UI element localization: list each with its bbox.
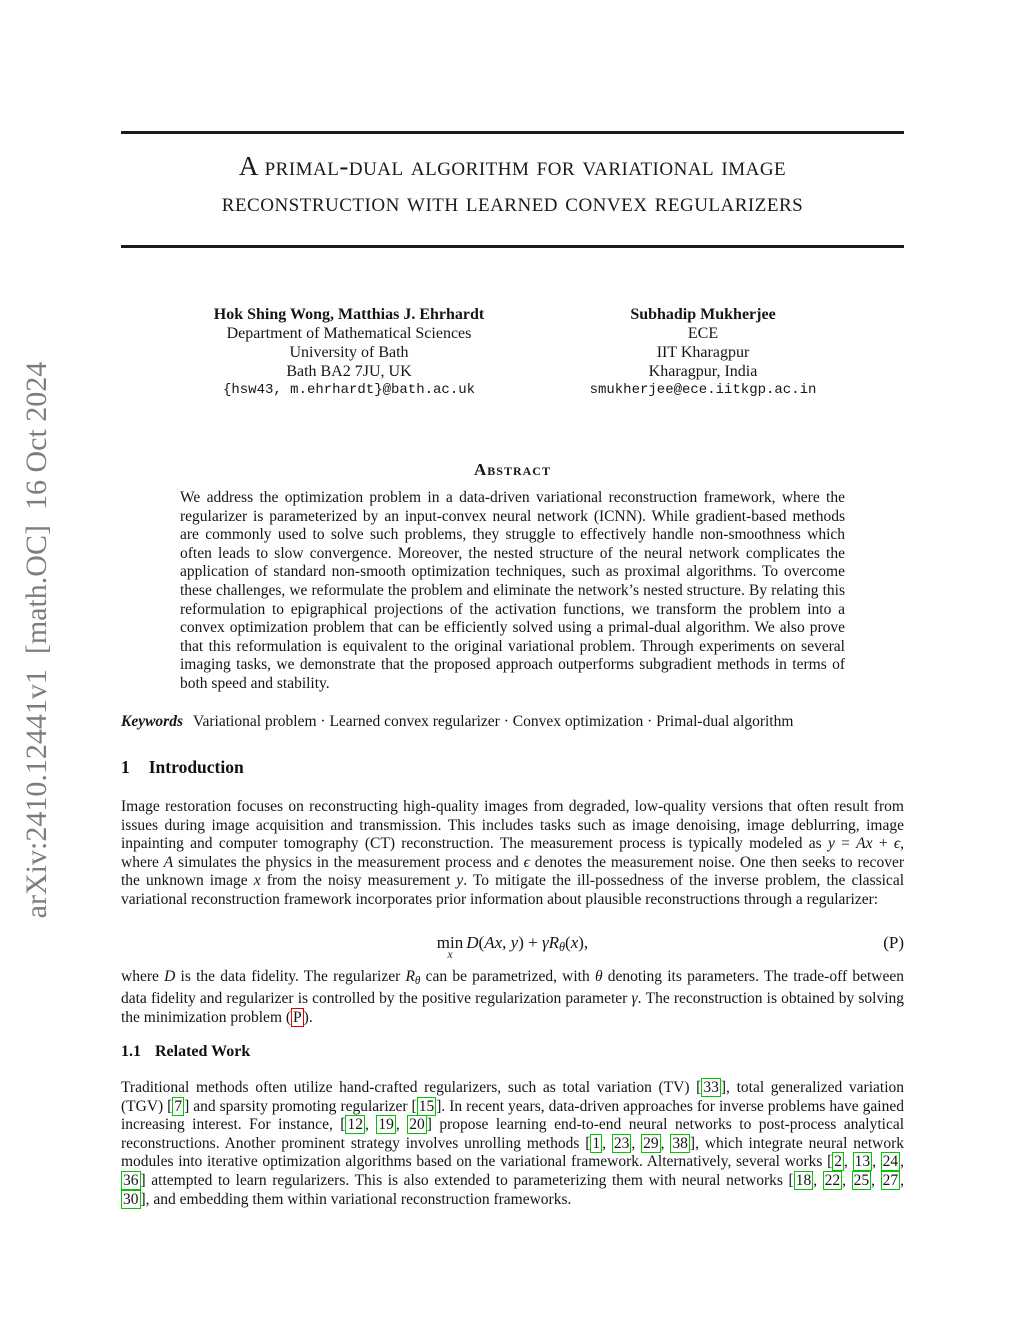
author-left-email-link[interactable]: {hsw43, m.ehrhardt}@bath.ac.uk (222, 382, 476, 398)
citation-link[interactable]: 25 (853, 1171, 870, 1189)
section-title: Related Work (155, 1043, 251, 1060)
author-right-email-link[interactable]: smukherjee@ece.iitkgp.ac.in (589, 382, 817, 398)
citation-link[interactable]: 19 (378, 1116, 394, 1134)
keywords-text: Variational problem · Learned convex regularizer · Convex optimization · Primal-dual algorithm (193, 713, 794, 730)
author-left-name: Hok Shing Wong, Matthias J. Ehrhardt (213, 306, 485, 323)
text-run: A (163, 853, 174, 871)
text-run: θ (559, 940, 566, 955)
citation-link[interactable]: 18 (795, 1171, 812, 1189)
min-operator (436, 933, 464, 961)
text-run: ] propose learning end-to-end neural networks to post-process analytical reconstructions. Another prominent strategy involves unrolling methods [ (121, 1116, 905, 1152)
citation-link[interactable]: 12 (347, 1116, 363, 1134)
text-run: , (502, 933, 511, 952)
citation-link[interactable]: 13 (854, 1153, 871, 1171)
text-run: , (842, 1171, 852, 1189)
text-run: γR (541, 933, 560, 952)
title-rule-bottom (121, 245, 904, 248)
citation-link[interactable]: 22 (824, 1171, 841, 1189)
arxiv-sidebar-label: arXiv:2410.12441v1 [math.OC] 16 Oct 2024 (20, 361, 53, 919)
paper-title-line2: reconstruction with learned convex regularizers (221, 187, 804, 217)
section-heading-introduction (121, 757, 244, 778)
text-run: ( (478, 933, 485, 952)
paper-title-line1: A primal-dual algorithm for variational image (238, 151, 787, 181)
text-run: , (900, 1153, 905, 1171)
text-run: ] attempted to learn regularizers. This is also extended to parameterizing them with neural networks [ (140, 1171, 794, 1189)
section-number: 1 (121, 757, 130, 777)
author-right-affiliation-3: Kharagpur, India (648, 363, 758, 380)
text-run: Ax (856, 835, 873, 853)
text-run: , (660, 1134, 671, 1152)
text-run: , (631, 1134, 642, 1152)
text-run: ), (578, 933, 589, 952)
text-run: Traditional methods often utilize hand-crafted regularizers, such as total variation (TV) [ (121, 1079, 702, 1096)
text-run: y (827, 835, 835, 853)
text-run: can be parametrized, with (420, 968, 595, 985)
text-run: ], which integrate neural network modules into iterative optimization algorithms based on the variational framework. Alternatively, several works [ (121, 1134, 905, 1171)
paper-title (121, 148, 904, 220)
citation-link[interactable]: 33 (703, 1079, 719, 1096)
text-run: y (456, 872, 464, 890)
equation-tag: (P) (883, 933, 904, 952)
author-right-name: Subhadip Mukherjee (630, 306, 776, 323)
citation-link[interactable]: 2 (834, 1153, 843, 1171)
author-right-affiliation-2: IIT Kharagpur (656, 344, 750, 361)
keywords-label: Keywords (121, 713, 183, 730)
citation-link[interactable]: 15 (418, 1097, 435, 1115)
text-run: from the noisy measurement (260, 872, 457, 890)
text-run: D (164, 968, 176, 985)
equation-P (121, 929, 904, 971)
text-run: where (121, 968, 165, 985)
text-run: , where (121, 835, 904, 871)
text-run: ). (303, 1008, 313, 1026)
text-run: ϵ (523, 853, 530, 871)
author-right-affiliation-1: ECE (687, 325, 719, 342)
text-run: simulates the physics in the measurement process and (173, 853, 524, 871)
citation-link[interactable]: 7 (174, 1097, 183, 1115)
text-run: γ (631, 990, 638, 1008)
text-run: = (834, 835, 857, 853)
section-title: Introduction (148, 757, 244, 777)
text-run: ], and embedding them within variational reconstruction frameworks. (140, 1190, 572, 1208)
section-number: 1.1 (121, 1043, 141, 1060)
citation-link[interactable]: 30 (123, 1190, 139, 1208)
citation-link[interactable]: 38 (672, 1134, 688, 1152)
text-run: is the data fidelity. The regularizer (175, 968, 406, 985)
text-run: D (466, 933, 479, 952)
text-run: Ax (484, 933, 503, 952)
author-left-affiliation-2: University of Bath (289, 344, 409, 361)
abstract-text: We address the optimization problem in a data-driven variational reconstruction framework, where the regularizer is parameterized by an input-convex neural network (ICNN). While gradient-based methods are commonly used to solve such problems, they struggle to effectively handle non-smoothness which often leads to slow convergence. Moreover, the nested structure of the neural network complicates the application of standard non-smooth optimization techniques, such as proximal algorithms. To overcome these challenges, we reformulate the problem and eliminate the network’s nested structure. By relating this reformulation to epigraphical projections of the activation functions, we transform the problem into a convex optimization problem that can be efficiently solved using a primal-dual algorithm. We also prove that this reformulation is equivalent to the original variational problem. Through experiments on several imaging tasks, we demonstrate that the proposed approach outperforms subgradient methods in terms of both speed and stability. (180, 489, 845, 692)
equation-body (121, 933, 904, 961)
citation-link[interactable]: 36 (123, 1171, 139, 1189)
text-run: , (364, 1116, 377, 1134)
text-run: ) + (518, 933, 542, 952)
text-run: , (871, 1171, 881, 1189)
author-left-affiliation-3: Bath BA2 7JU, UK (286, 363, 412, 380)
citation-link[interactable]: 1 (592, 1134, 601, 1152)
abstract-heading: Abstract (474, 460, 551, 479)
introduction-paragraph (121, 798, 904, 910)
text-run: + (872, 835, 894, 853)
text-run: x (253, 872, 261, 890)
author-left (161, 305, 537, 400)
text-run: ] and sparsity promoting regularizer [ (184, 1097, 417, 1115)
text-run: , (872, 1153, 881, 1171)
min-subscript: x (447, 949, 453, 961)
text-run: y (510, 933, 519, 952)
text-run: ( (565, 933, 571, 952)
text-run: θ (414, 974, 421, 987)
text-run: . To mitigate the ill-possedness of the inverse problem, the classical variational reconstruction framework incorporates prior information about plausible reconstructions through a regularizer: (121, 872, 904, 908)
author-right (521, 305, 885, 400)
text-run: , (395, 1116, 408, 1134)
author-left-affiliation-1: Department of Mathematical Sciences (226, 325, 472, 342)
text-run: ], total generalized variation (TGV) [ (121, 1079, 904, 1115)
citation-link[interactable]: 29 (643, 1134, 659, 1152)
keywords-line (121, 712, 904, 731)
text-run: θ (594, 968, 603, 985)
equation-ref-link[interactable]: P (293, 1008, 302, 1026)
citation-link[interactable]: 23 (613, 1134, 630, 1152)
section-heading-related-work (121, 1043, 250, 1061)
text-run: ]. In recent years, data-driven approaches for inverse problems have gained increasing interest. For instance, [ (121, 1097, 904, 1134)
title-rule-top (121, 131, 904, 134)
min-word: min (436, 933, 464, 952)
text-run: , (602, 1134, 612, 1152)
text-run: , (844, 1153, 853, 1171)
citation-link[interactable]: 24 (882, 1153, 899, 1171)
text-run: R (405, 968, 415, 985)
text-run: , (813, 1171, 823, 1189)
text-run: denoting its parameters. The trade-off between data fidelity and regularizer is controlled by the positive regularization parameter (121, 968, 904, 1008)
text-run: . The reconstruction is obtained by solving the minimization problem ( (121, 990, 905, 1026)
citation-link[interactable]: 27 (882, 1171, 899, 1189)
text-run: ϵ (893, 835, 901, 853)
after-equation-paragraph (121, 968, 904, 1028)
equation-expression (466, 933, 589, 955)
citation-link[interactable]: 20 (409, 1116, 425, 1134)
related-work-paragraph (121, 1079, 904, 1209)
text-run: , (900, 1171, 905, 1189)
text-run: Image restoration focuses on reconstructing high-quality images from degraded, low-quality versions that often result from issues during image acquisition and transmission. This includes tasks such as image denoising, image deblurring, image inpainting and computer tomography (CT) reconstruction. The measurement process is typically modeled as (121, 798, 904, 853)
text-run: denotes the measurement noise. One then seeks to recover the unknown image (121, 853, 904, 890)
text-run: x (570, 933, 579, 952)
